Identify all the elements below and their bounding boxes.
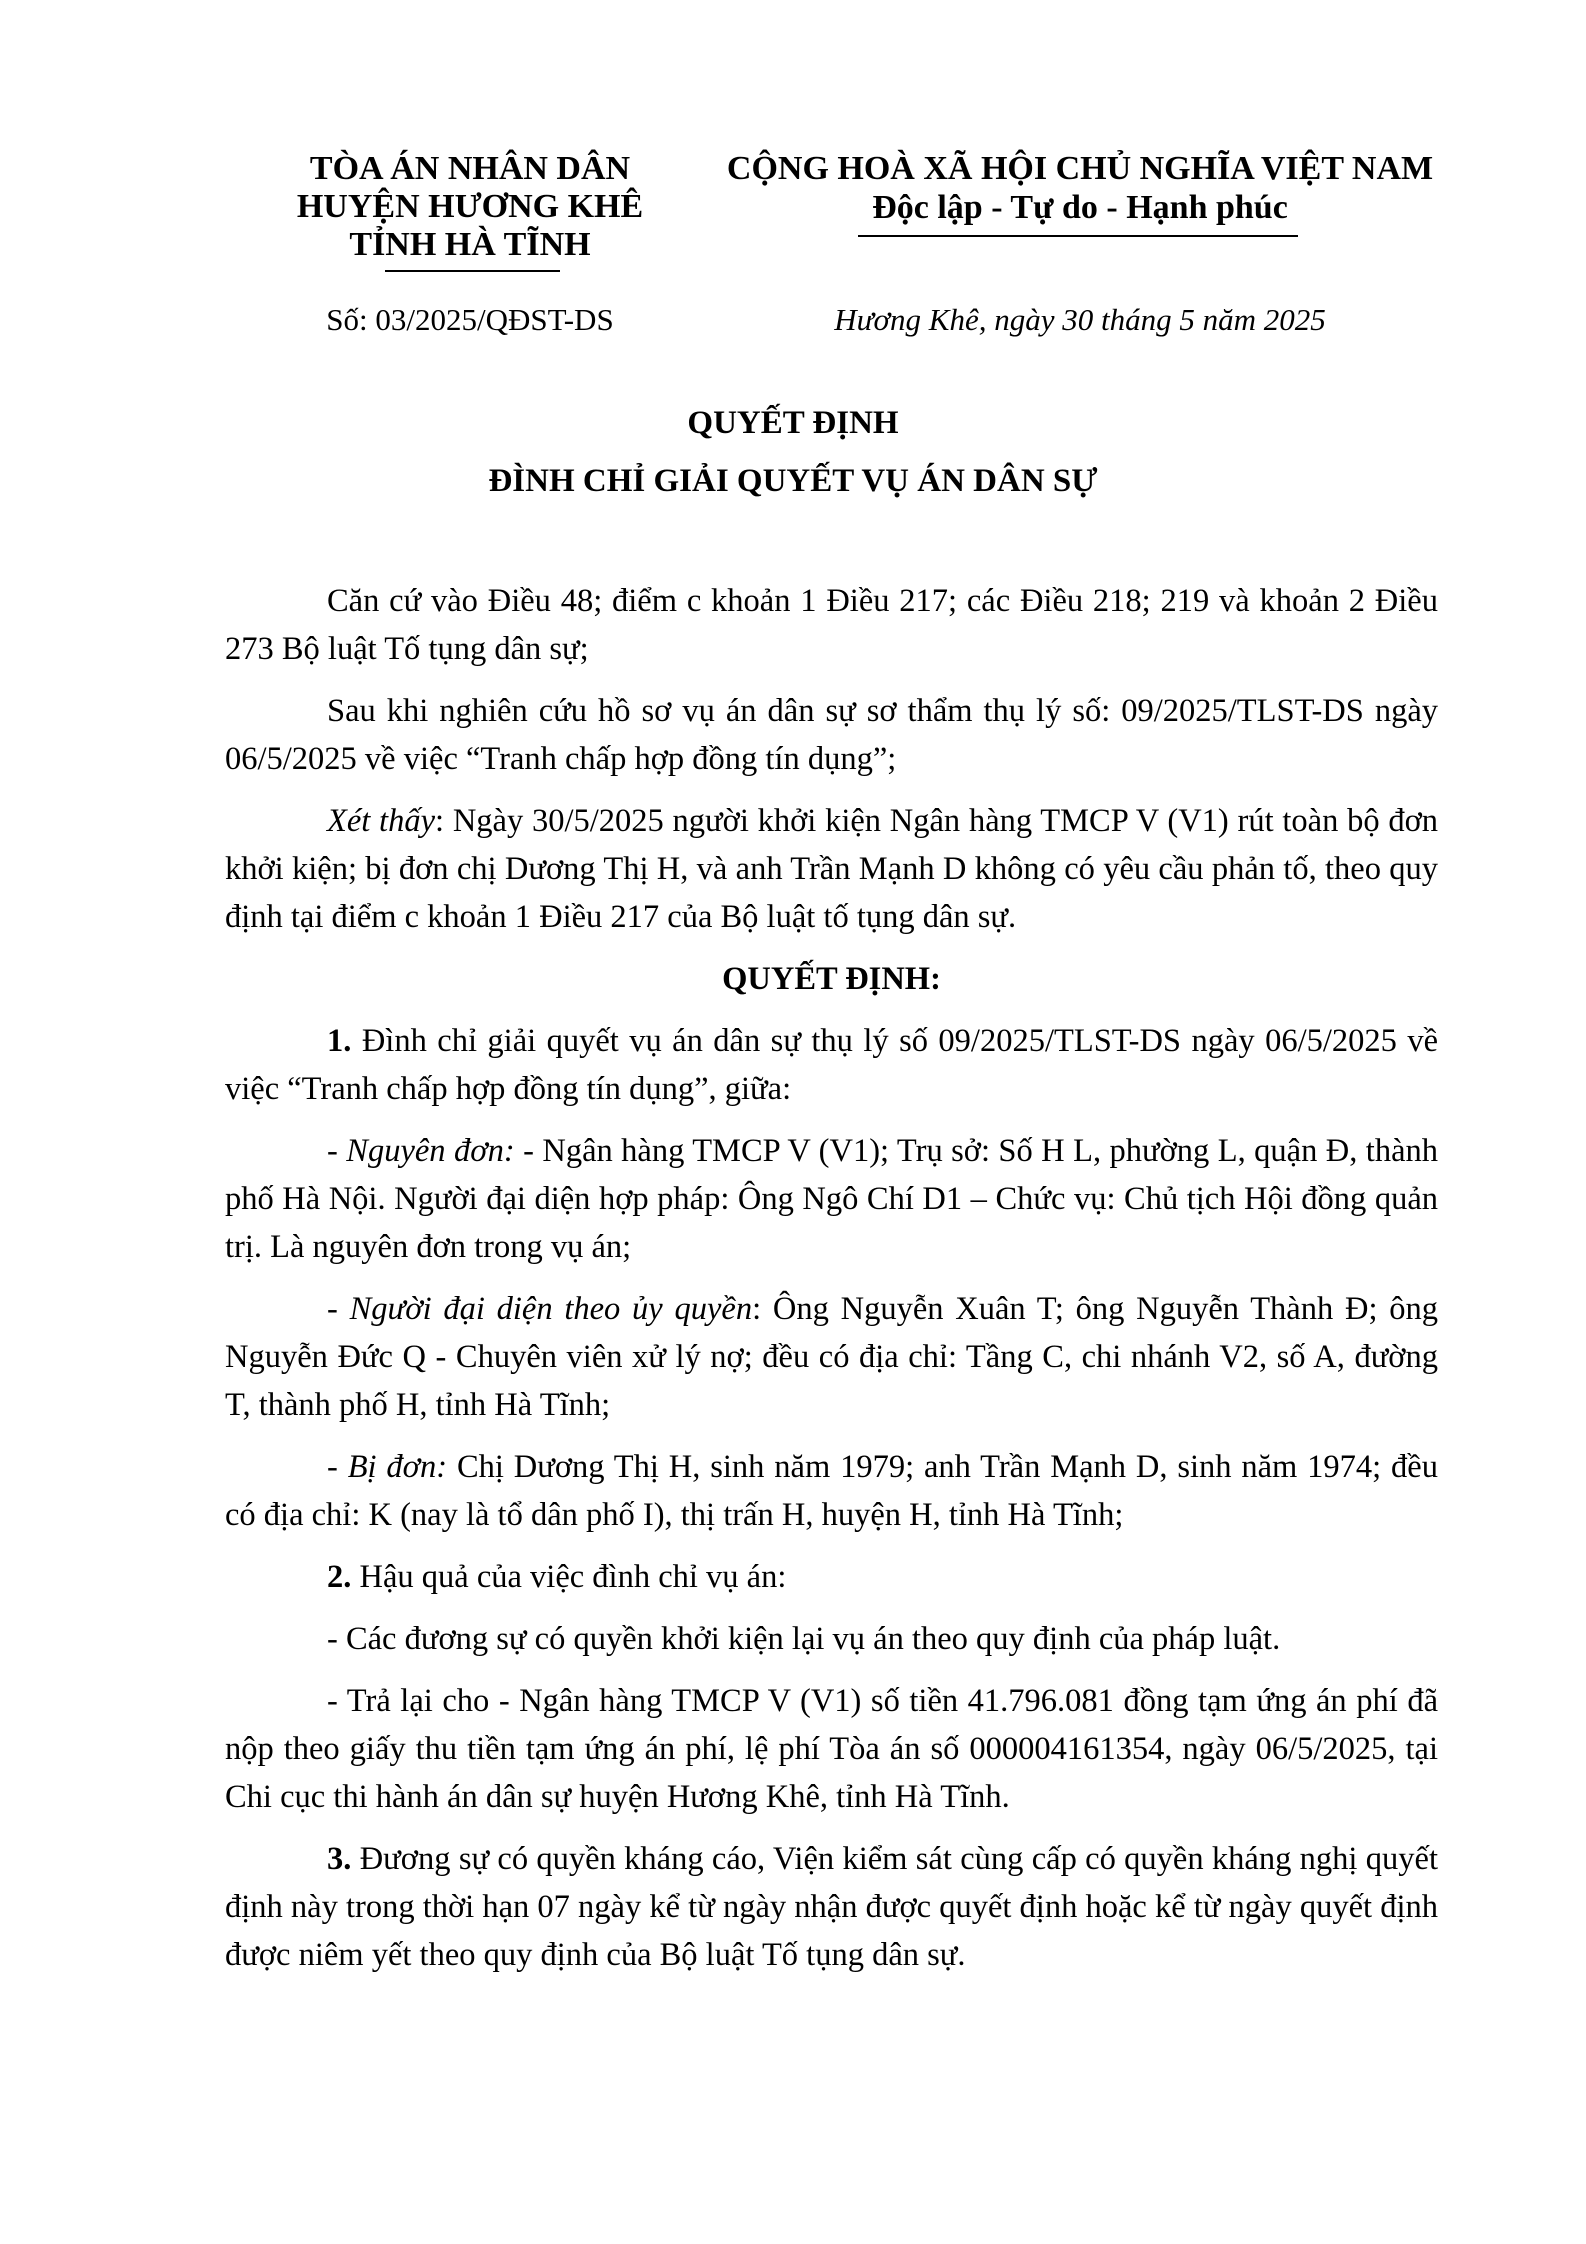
document-subtitle: ĐÌNH CHỈ GIẢI QUYẾT VỤ ÁN DÂN SỰ bbox=[488, 463, 1098, 499]
findings-paragraph bbox=[225, 797, 1438, 941]
plaintiff-dash: - bbox=[327, 1133, 347, 1169]
national-motto: Độc lập - Tự do - Hạnh phúc bbox=[872, 189, 1288, 226]
document-title: QUYẾT ĐỊNH bbox=[687, 405, 899, 441]
court-name-line1: TÒA ÁN NHÂN DÂN bbox=[309, 150, 631, 187]
court-name-line3: TỈNH HÀ TĨNH bbox=[349, 226, 591, 263]
court-name-line2: HUYỆN HƯƠNG KHÊ bbox=[296, 188, 644, 225]
decision-item-3 bbox=[225, 1835, 1438, 1979]
decision-heading: QUYẾT ĐỊNH: bbox=[722, 961, 941, 997]
plaintiff-label: Nguyên đơn: bbox=[346, 1133, 515, 1169]
plaintiff-text: - Ngân hàng TMCP V (V1); Trụ sở: Số H L, phường L, quận Đ, thành phố Hà Nội. Người đại diện hợp pháp: Ông Ngô Chí D1 – Chức vụ: Chủ tịch Hội đồng quản trị. Là nguyên đơn trong vụ án; bbox=[225, 1133, 1438, 1265]
findings-label: Xét thấy bbox=[327, 803, 436, 839]
consequence-relitigate: - Các đương sự có quyền khởi kiện lại vụ án theo quy định của pháp luật. bbox=[327, 1621, 1281, 1657]
defendant-dash: - bbox=[327, 1449, 348, 1485]
representative-paragraph bbox=[225, 1285, 1438, 1429]
case-review-paragraph: Sau khi nghiên cứu hồ sơ vụ án dân sự sơ thẩm thụ lý số: 09/2025/TLST-DS ngày 06/5/2025 về việc “Tranh chấp hợp đồng tín dụng”; bbox=[225, 693, 1438, 777]
defendant-label: Bị đơn: bbox=[347, 1449, 448, 1485]
legal-basis-paragraph: Căn cứ vào Điều 48; điểm c khoản 1 Điều 217; các Điều 218; 219 và khoản 2 Điều 273 Bộ luật Tố tụng dân sự; bbox=[225, 583, 1438, 667]
consequence-refund: - Trả lại cho - Ngân hàng TMCP V (V1) số tiền 41.796.081 đồng tạm ứng án phí đã nộp theo giấy thu tiền tạm ứng án phí, lệ phí Tòa án số 000004161354, ngày 06/5/2025, tại Chi cục thi hành án dân sự huyện Hương Khê, tỉnh Hà Tĩnh. bbox=[225, 1683, 1438, 1815]
court-name-underline bbox=[385, 270, 560, 272]
decision-item-1-text: Đình chỉ giải quyết vụ án dân sự thụ lý số 09/2025/TLST-DS ngày 06/5/2025 về việc “Tranh chấp hợp đồng tín dụng”, giữa: bbox=[225, 1023, 1438, 1107]
decision-item-2-number: 2. bbox=[327, 1559, 352, 1595]
decision-item-1 bbox=[225, 1017, 1438, 1113]
defendant-paragraph bbox=[225, 1443, 1438, 1539]
decision-number: Số: 03/2025/QĐST-DS bbox=[326, 302, 614, 337]
issue-date: Hương Khê, ngày 30 tháng 5 năm 2025 bbox=[834, 302, 1326, 337]
decision-item-3-text: Đương sự có quyền kháng cáo, Viện kiểm sát cùng cấp có quyền kháng nghị quyết định này trong thời hạn 07 ngày kể từ ngày nhận được quyết định hoặc kể từ ngày quyết định được niêm yết theo quy định của Bộ luật Tố tụng dân sự. bbox=[225, 1841, 1438, 1973]
representative-dash: - bbox=[327, 1291, 350, 1327]
document-body bbox=[225, 577, 1438, 1979]
decision-item-3-number: 3. bbox=[327, 1841, 352, 1877]
decision-item-1-number: 1. bbox=[327, 1023, 352, 1059]
representative-label: Người đại diện theo ủy quyền bbox=[349, 1291, 753, 1327]
defendant-text: Chị Dương Thị H, sinh năm 1979; anh Trần Mạnh D, sinh năm 1974; đều có địa chỉ: K (nay là tổ dân phố I), thị trấn H, huyện H, tỉnh Hà Tĩnh; bbox=[225, 1449, 1438, 1533]
national-motto-underline bbox=[858, 235, 1298, 237]
representative-text: : Ông Nguyễn Xuân T; ông Nguyễn Thành Đ; ông Nguyễn Đức Q - Chuyên viên xử lý nợ; đều có địa chỉ: Tầng C, chi nhánh V2, số A, đường T, thành phố H, tỉnh Hà Tĩnh; bbox=[225, 1291, 1438, 1423]
decision-item-2 bbox=[225, 1553, 1438, 1601]
decision-item-2-text: Hậu quả của việc đình chỉ vụ án: bbox=[351, 1559, 787, 1595]
findings-text: : Ngày 30/5/2025 người khởi kiện Ngân hàng TMCP V (V1) rút toàn bộ đơn khởi kiện; bị đơn chị Dương Thị H, và anh Trần Mạnh D không có yêu cầu phản tố, theo quy định tại điểm c khoản 1 Điều 217 của Bộ luật tố tụng dân sự. bbox=[225, 803, 1439, 935]
national-title: CỘNG HOÀ XÃ HỘI CHỦ NGHĨA VIỆT NAM bbox=[726, 150, 1434, 187]
plaintiff-paragraph bbox=[225, 1127, 1438, 1271]
